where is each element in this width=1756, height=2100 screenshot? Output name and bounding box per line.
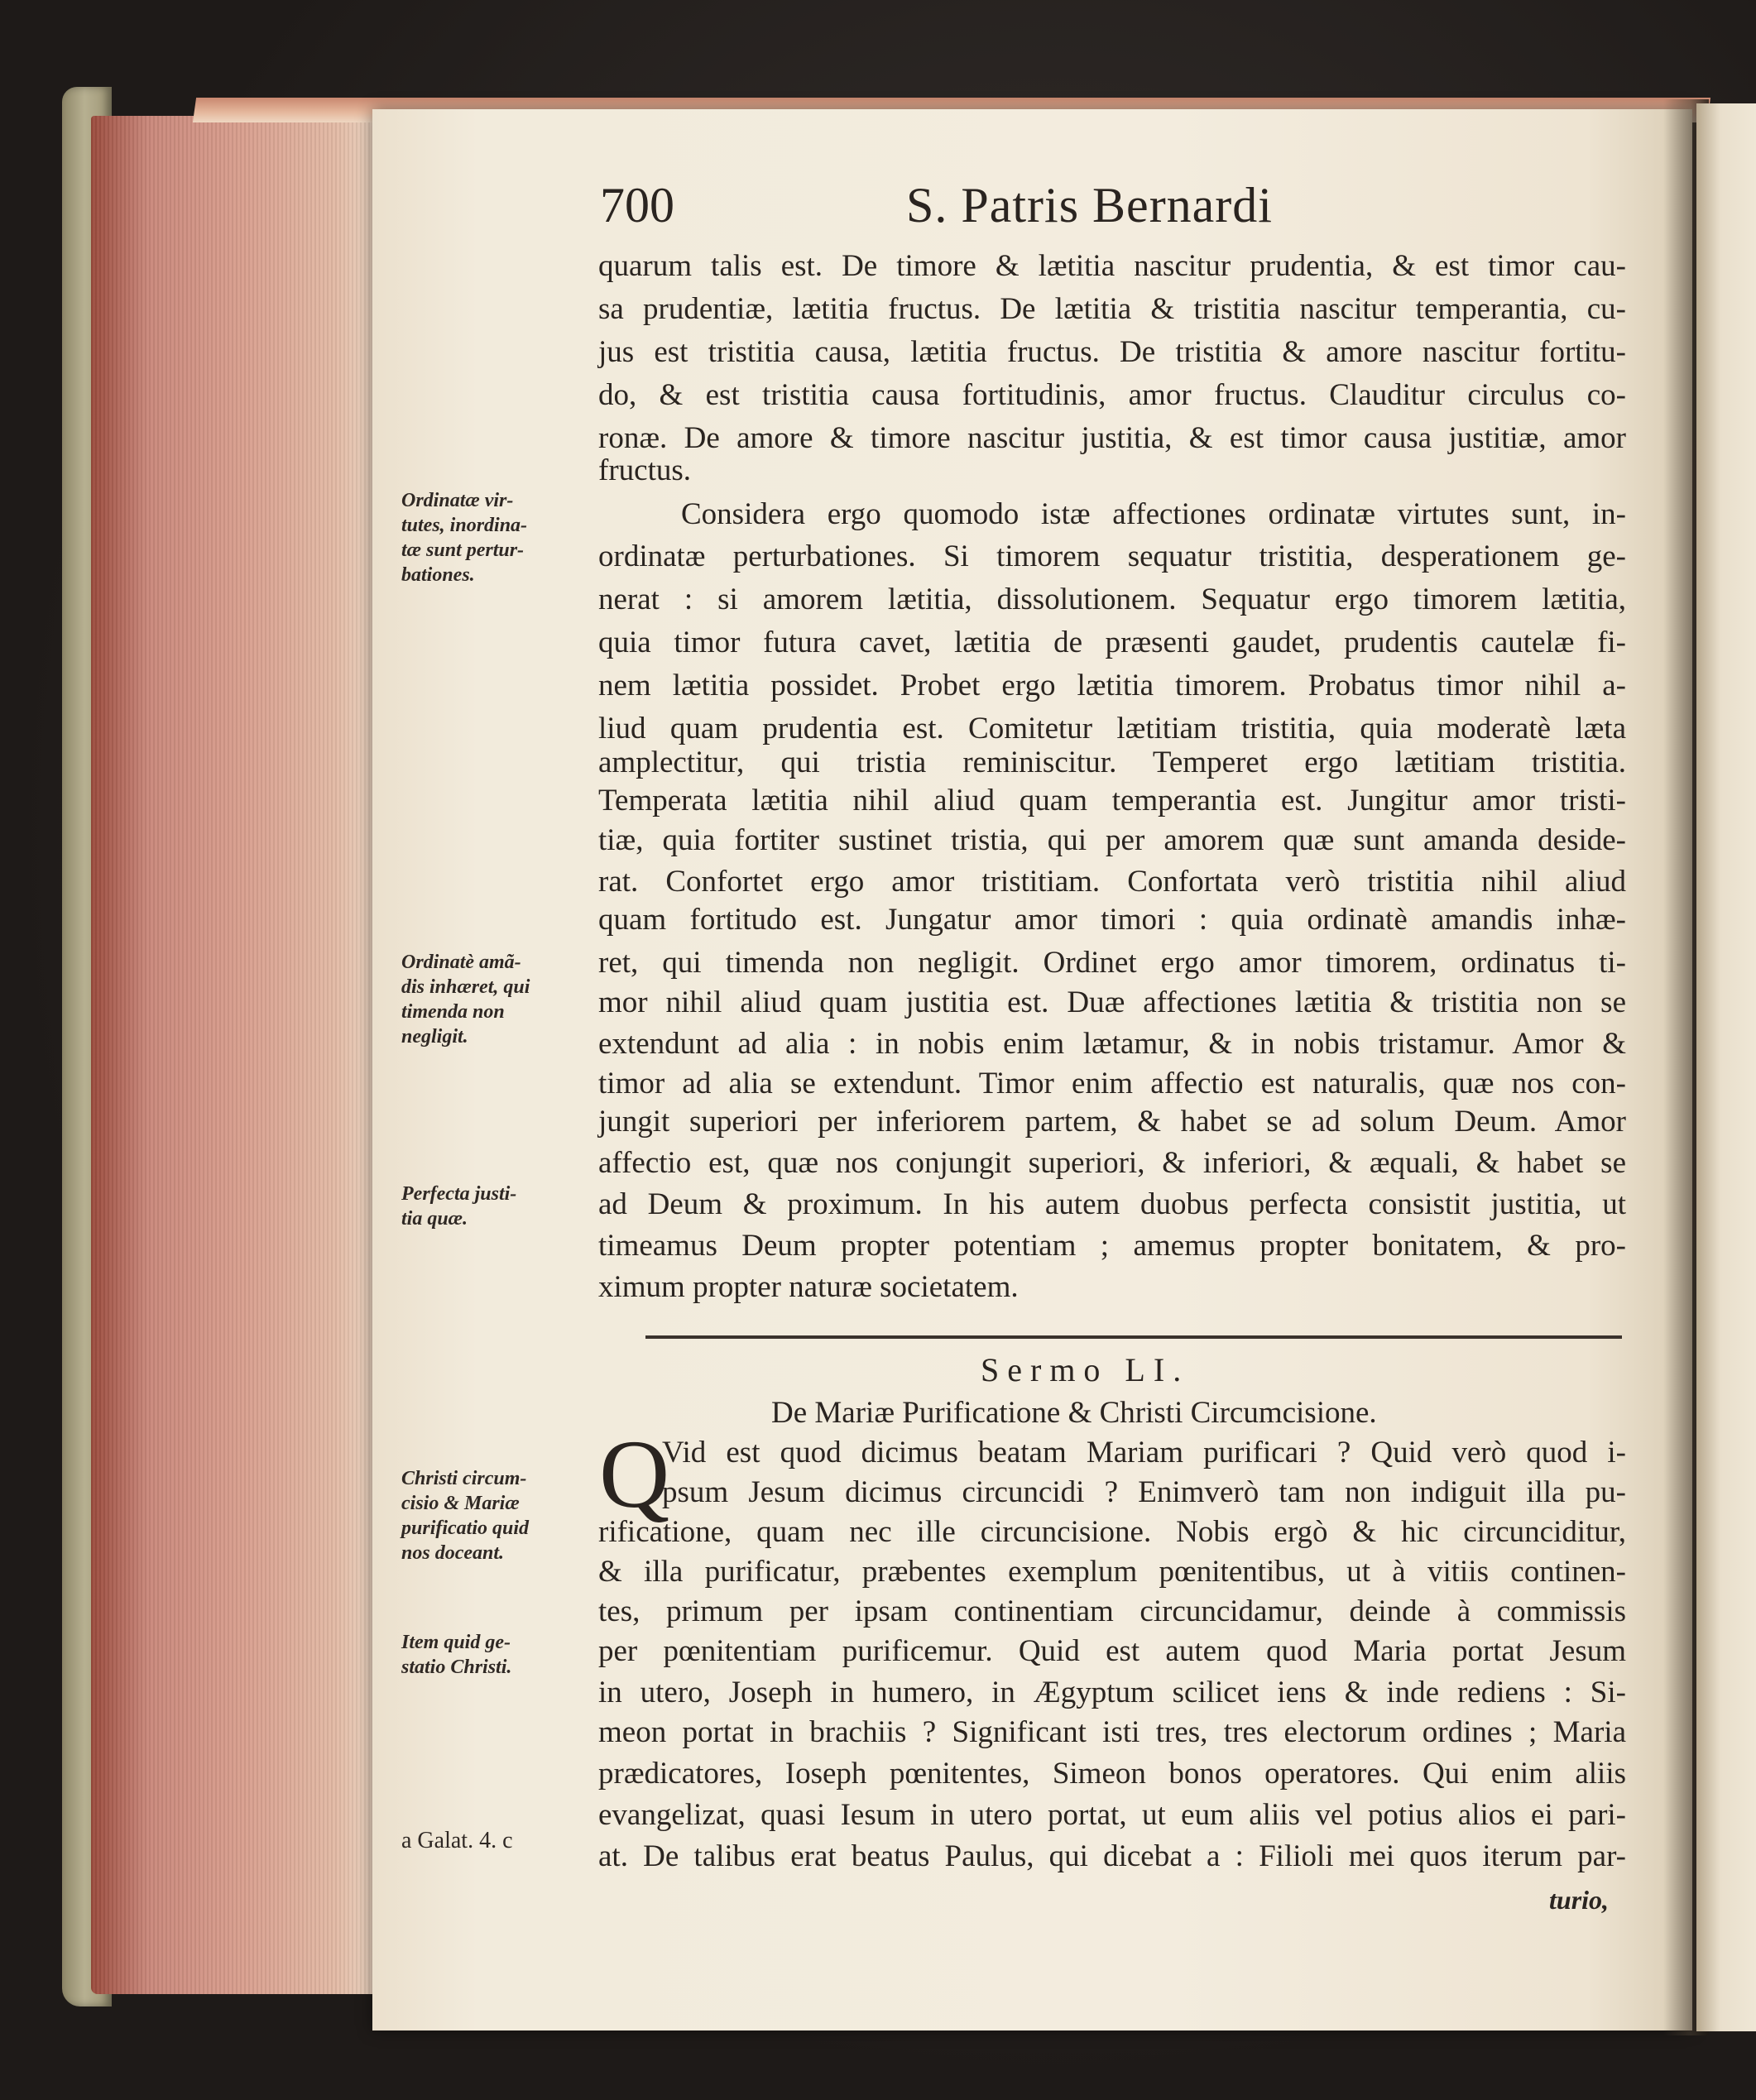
sermon-title: Sermo LI. xyxy=(981,1351,1190,1388)
body-line: sa prudentiæ, lætitia fructus. De lætitia & tristitia nascitur temperantia, cu- xyxy=(598,292,1626,326)
body-line: nem lætitia possidet. Probet ergo lætitia timorem. Probatus timor nihil a- xyxy=(598,669,1626,702)
body-line: tiæ, quia fortiter sustinet tristia, qui per amorem quæ sunt amanda deside- xyxy=(598,823,1626,857)
margin-note: Christi circum- cisio & Mariæ purificatio quid nos doceant. xyxy=(401,1468,530,1564)
sermon-line: psum Jesum dicimus circuncidi ? Enimverò tam non indiguit illa pu- xyxy=(662,1475,1626,1509)
body-line: timor ad alia se extendunt. Timor enim affectio est naturalis, quæ nos con- xyxy=(598,1067,1626,1100)
body-line: Considera ergo quomodo istæ affectiones ordinatæ virtutes sunt, in- xyxy=(681,497,1626,531)
body-line: jus est tristitia causa, lætitia fructus. De tristitia & amore nascitur fortitu- xyxy=(598,335,1626,369)
sermon-line: in utero, Joseph in humero, in Ægyptum scilicet iens & inde rediens : Si- xyxy=(598,1676,1626,1709)
sermon-subtitle: De Mariæ Purificatione & Christi Circumcisione. xyxy=(771,1396,1377,1430)
body-line: extendunt ad alia : in nobis enim lætamur, & in nobis tristamur. Amor & xyxy=(598,1027,1626,1061)
sermon-line: & illa purificatur, præbentes exemplum pœnitentibus, ut à vitiis continen- xyxy=(598,1555,1626,1589)
sermon-line: meon portat in brachiis ? Significant isti tres, tres electorum ordines ; Maria xyxy=(598,1715,1626,1749)
margin-reference: a Galat. 4. c xyxy=(401,1828,513,1853)
sermon-line: rificatione, quam nec ille circuncisione. Nobis ergò & hic circunciditur, xyxy=(598,1515,1626,1549)
sermon-line: tes, primum per ipsam continentiam circuncidamur, deinde à commissis xyxy=(598,1594,1626,1628)
margin-note: Ordinatæ vir- tutes, inordina- tæ sunt pertur- bationes. xyxy=(401,490,528,586)
body-line: quia timor futura cavet, lætitia de præsenti gaudet, prudentis cautelæ fi- xyxy=(598,626,1626,659)
body-line: Temperata lætitia nihil aliud quam temperantia est. Jungitur amor tristi- xyxy=(598,784,1626,817)
body-line: nerat : si amorem lætitia, dissolutionem. Sequatur ergo timorem lætitia, xyxy=(598,583,1626,616)
body-line: ret, qui timenda non negligit. Ordinet ergo amor timorem, ordinatus ti- xyxy=(598,946,1626,980)
body-line: ordinatæ perturbationes. Si timorem sequatur tristitia, desperationem ge- xyxy=(598,539,1626,573)
sermon-line: prædicatores, Ioseph pœnitentes, Simeon bonos operatores. Qui enim aliis xyxy=(598,1757,1626,1791)
page-number: 700 xyxy=(600,178,674,233)
sermon-line: at. De talibus erat beatus Paulus, qui dicebat a : Filioli mei quos iterum par- xyxy=(598,1839,1626,1873)
section-rule xyxy=(645,1335,1622,1339)
body-line: quam fortitudo est. Jungatur amor timori : quia ordinatè amandis inhæ- xyxy=(598,903,1626,937)
body-line: rat. Confortet ergo amor tristitiam. Confortata verò tristitia nihil aliud xyxy=(598,865,1626,899)
sermon-line: Vid est quod dicimus beatam Mariam purificari ? Quid verò quod i- xyxy=(662,1436,1626,1470)
body-line: amplectitur, qui tristia reminiscitur. Temperet ergo lætitiam tristitia. xyxy=(598,746,1626,779)
body-line: jungit superiori per inferiorem partem, & habet se ad solum Deum. Amor xyxy=(598,1105,1626,1139)
body-line: do, & est tristitia causa fortitudinis, amor fructus. Clauditur circulus co- xyxy=(598,378,1626,412)
facing-page-sliver xyxy=(1696,103,1756,2031)
margin-note: Item quid ge- statio Christi. xyxy=(401,1632,512,1678)
body-line: ronæ. De amore & timore nascitur justitia, & est timor causa justitiæ, amor xyxy=(598,421,1626,455)
red-page-edges xyxy=(91,116,377,1994)
body-line: quarum talis est. De timore & lætitia nascitur prudentia, & est timor cau- xyxy=(598,249,1626,283)
running-title: S. Patris Bernardi xyxy=(906,178,1273,233)
body-line: fructus. xyxy=(598,453,691,487)
body-line: timeamus Deum propter potentiam ; amemus propter bonitatem, & pro- xyxy=(598,1229,1626,1263)
sermon-line: evangelizat, quasi Iesum in utero portat, ut eum aliis vel potius alios ei pari- xyxy=(598,1798,1626,1832)
body-line: mor nihil aliud quam justitia est. Duæ affectiones lætitia & tristitia non se xyxy=(598,985,1626,1019)
body-line: ad Deum & proximum. In his autem duobus perfecta consistit justitia, ut xyxy=(598,1187,1626,1221)
catchword: turio, xyxy=(1549,1885,1610,1915)
body-line: affectio est, quæ nos conjungit superiori, & inferiori, & æquali, & habet se xyxy=(598,1146,1626,1180)
body-line: liud quam prudentia est. Comitetur lætitiam tristitia, quia moderatè læta xyxy=(598,712,1626,746)
drop-cap-initial: Q xyxy=(599,1420,670,1528)
margin-note: Ordinatè amã- dis inhæret, qui timenda non negligit. xyxy=(401,952,530,1048)
body-line: ximum propter naturæ societatem. xyxy=(598,1270,1019,1304)
sermon-line: per pœnitentiam purificemur. Quid est autem quod Maria portat Jesum xyxy=(598,1634,1626,1668)
margin-note: Perfecta justi- tia quæ. xyxy=(401,1183,517,1230)
